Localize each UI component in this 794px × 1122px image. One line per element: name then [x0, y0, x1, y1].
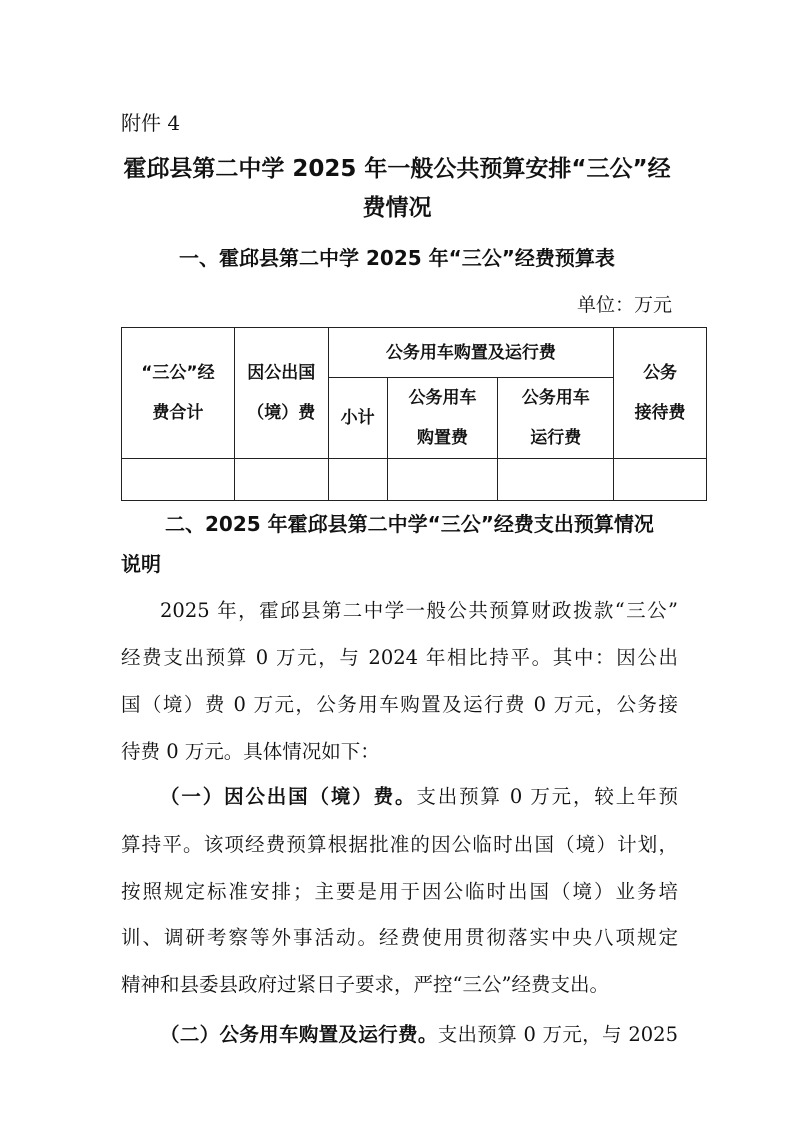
section2-heading-line-1: 二、2025 年霍邱县第二中学“三公”经费支出预算情况 — [165, 512, 654, 536]
para2-first-text: 支出预算 0 万元，较上年预 — [416, 785, 678, 808]
para2-line: 按照规定标准安排；主要是用于因公临时出国（境）业务培 — [121, 880, 678, 903]
section2-heading-line-2: 说明 — [121, 552, 161, 576]
section1-heading: 一、霍邱县第二中学 2025 年“三公”经费预算表 — [179, 246, 615, 270]
table-cell — [234, 459, 328, 501]
table-cell — [328, 459, 387, 501]
para1-line: 国（境）费 0 万元，公务用车购置及运行费 0 万元，公务接 — [121, 693, 678, 716]
para3-bold-heading: （二）公务用车购置及运行费。 — [160, 1023, 438, 1046]
header-vehicle-operation: 公务用车 运行费 — [498, 378, 614, 459]
para2-line: 精神和县委县政府过紧日子要求，严控“三公”经费支出。 — [121, 973, 609, 996]
header-vehicle-group: 公务用车购置及运行费 — [328, 328, 613, 378]
table-cell — [498, 459, 614, 501]
table-cell — [122, 459, 235, 501]
para2-bold-heading: （一）因公出国（境）费。 — [160, 785, 417, 808]
para2-first-line — [160, 784, 678, 810]
header-reception: 公务 接待费 — [614, 328, 707, 459]
unit-label: 单位：万元 — [576, 294, 672, 316]
para3-first-line — [160, 1022, 678, 1048]
document-title-line-2: 费情况 — [362, 195, 432, 221]
table-cell — [614, 459, 707, 501]
para1-line: 待费 0 万元。具体情况如下： — [121, 740, 380, 763]
header-vehicle-purchase: 公务用车 购置费 — [387, 378, 498, 459]
para1-line: 2025 年，霍邱县第二中学一般公共预算财政拨款“三公” — [160, 599, 678, 622]
budget-table — [121, 327, 707, 501]
para2-line: 算持平。该项经费预算根据批准的因公临时出国（境）计划， — [121, 833, 678, 856]
para1-line: 经费支出预算 0 万元，与 2024 年相比持平。其中：因公出 — [121, 646, 678, 669]
header-abroad: 因公出国 （境）费 — [234, 328, 328, 459]
header-total: “三公”经 费合计 — [122, 328, 235, 459]
header-subtotal: 小计 — [328, 378, 387, 459]
para2-line: 训、调研考察等外事活动。经费使用贯彻落实中央八项规定 — [121, 926, 678, 949]
table-cell — [387, 459, 498, 501]
para3-first-text: 支出预算 0 万元，与 2025 — [437, 1023, 678, 1046]
document-title-line-1: 霍邱县第二中学 2025 年一般公共预算安排“三公”经 — [123, 156, 671, 182]
table-row — [122, 459, 707, 501]
attachment-label: 附件 4 — [121, 111, 181, 135]
